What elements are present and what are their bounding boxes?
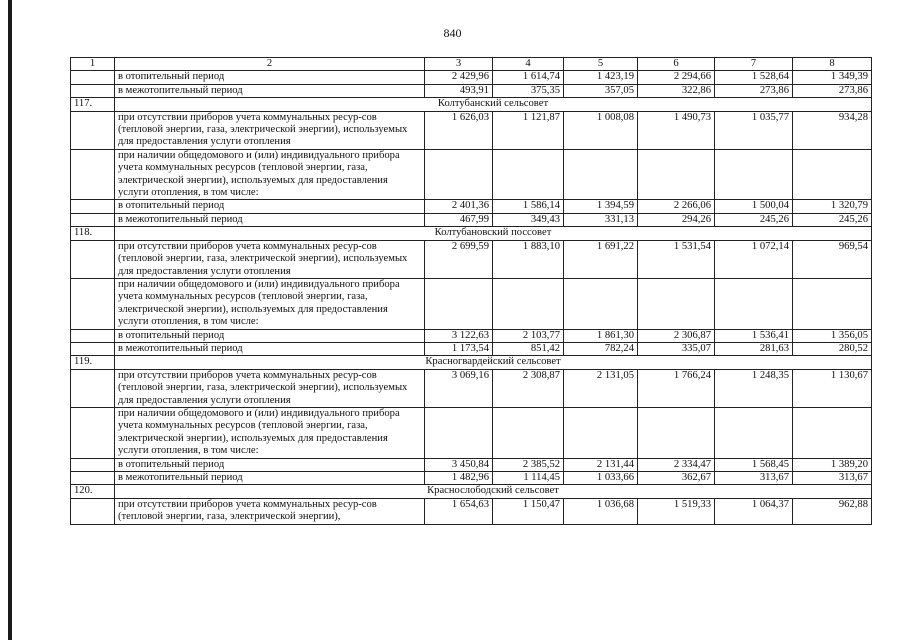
value-cell: 245,26 [715, 213, 793, 226]
value-cell: 1 356,05 [793, 329, 872, 342]
row-label: при наличии общедомового и (или) индивидуального прибора учета коммунальных ресурсов (тепловой энергии, газа, электрической энергии), используемых для предоставления услуги отопления, в том числе: [115, 407, 425, 458]
empty-cell [71, 111, 115, 149]
value-cell: 349,43 [493, 213, 564, 226]
value-cell: 1 766,24 [638, 369, 715, 407]
value-cell: 1 320,79 [793, 200, 872, 213]
data-row [71, 200, 872, 213]
section-row [71, 98, 872, 111]
value-cell: 1 482,96 [425, 472, 493, 485]
header-cell: 7 [715, 58, 793, 71]
value-cell: 1 536,41 [715, 329, 793, 342]
header-row [71, 58, 872, 71]
value-cell: 3 069,16 [425, 369, 493, 407]
value-cell: 2 429,96 [425, 71, 493, 84]
value-cell: 1 389,20 [793, 458, 872, 471]
text-row [71, 149, 872, 200]
page-number: 840 [443, 26, 462, 40]
empty-cell [71, 458, 115, 471]
value-cell: 1 423,19 [564, 71, 638, 84]
value-cell: 1 568,45 [715, 458, 793, 471]
data-row [71, 458, 872, 471]
section-title: Колтубанский сельсовет [115, 98, 872, 111]
value-cell: 1 036,68 [564, 498, 638, 524]
empty-cell [71, 213, 115, 226]
value-cell: 1 008,08 [564, 111, 638, 149]
value-cell: 294,26 [638, 213, 715, 226]
value-cell: 2 294,66 [638, 71, 715, 84]
empty-cell [71, 84, 115, 97]
value-cell: 2 699,59 [425, 240, 493, 278]
value-cell: 1 064,37 [715, 498, 793, 524]
value-cell: 1 654,63 [425, 498, 493, 524]
value-cell: 1 394,59 [564, 200, 638, 213]
section-number: 119. [71, 356, 115, 369]
value-cell: 2 131,44 [564, 458, 638, 471]
value-cell: 1 248,35 [715, 369, 793, 407]
tariff-table [70, 57, 872, 525]
data-row [71, 498, 872, 524]
value-cell: 1 033,66 [564, 472, 638, 485]
empty-cell [425, 149, 493, 200]
empty-cell [71, 278, 115, 329]
value-cell: 3 122,63 [425, 329, 493, 342]
empty-cell [71, 329, 115, 342]
value-cell: 280,52 [793, 342, 872, 355]
data-row [71, 240, 872, 278]
value-cell: 1 861,30 [564, 329, 638, 342]
value-cell: 1 519,33 [638, 498, 715, 524]
section-number: 117. [71, 98, 115, 111]
section-title: Красногвардейский сельсовет [115, 356, 872, 369]
row-label: в межотопительный период [115, 84, 425, 97]
section-title: Краснослободский сельсовет [115, 485, 872, 498]
row-label: в межотопительный период [115, 213, 425, 226]
value-cell: 1 130,67 [793, 369, 872, 407]
scan-edge-bar [8, 0, 12, 640]
empty-cell [71, 369, 115, 407]
empty-cell [71, 149, 115, 200]
value-cell: 362,67 [638, 472, 715, 485]
data-row [71, 111, 872, 149]
empty-cell [638, 278, 715, 329]
row-label: в межотопительный период [115, 472, 425, 485]
value-cell: 2 306,87 [638, 329, 715, 342]
value-cell: 851,42 [493, 342, 564, 355]
text-row [71, 278, 872, 329]
value-cell: 335,07 [638, 342, 715, 355]
empty-cell [425, 278, 493, 329]
section-number: 120. [71, 485, 115, 498]
data-row [71, 342, 872, 355]
value-cell: 313,67 [793, 472, 872, 485]
empty-cell [793, 278, 872, 329]
row-label: в отопительный период [115, 329, 425, 342]
value-cell: 1 173,54 [425, 342, 493, 355]
row-label: при отсутствии приборов учета коммунальных ресур-сов (тепловой энергии, газа, электрической энергии), используемых для предоставления услуги отопления [115, 111, 425, 149]
value-cell: 2 266,06 [638, 200, 715, 213]
header-cell: 6 [638, 58, 715, 71]
empty-cell [425, 407, 493, 458]
section-row [71, 227, 872, 240]
value-cell: 331,13 [564, 213, 638, 226]
value-cell: 969,54 [793, 240, 872, 278]
value-cell: 467,99 [425, 213, 493, 226]
data-row [71, 84, 872, 97]
data-row [71, 71, 872, 84]
row-label: при отсутствии приборов учета коммунальных ресур-сов (тепловой энергии, газа, электрической энергии), [115, 498, 425, 524]
value-cell: 2 131,05 [564, 369, 638, 407]
empty-cell [715, 149, 793, 200]
data-row [71, 369, 872, 407]
row-label: при отсутствии приборов учета коммунальных ресур-сов (тепловой энергии, газа, электрической энергии), используемых для предоставления услуги отопления [115, 369, 425, 407]
value-cell: 1 691,22 [564, 240, 638, 278]
section-number: 118. [71, 227, 115, 240]
header-cell: 2 [115, 58, 425, 71]
section-row [71, 485, 872, 498]
table-body [71, 58, 872, 525]
header-cell: 3 [425, 58, 493, 71]
empty-cell [715, 278, 793, 329]
value-cell: 1 883,10 [493, 240, 564, 278]
empty-cell [793, 407, 872, 458]
row-label: в межотопительный период [115, 342, 425, 355]
value-cell: 3 450,84 [425, 458, 493, 471]
empty-cell [493, 407, 564, 458]
value-cell: 1 626,03 [425, 111, 493, 149]
value-cell: 313,67 [715, 472, 793, 485]
value-cell: 934,28 [793, 111, 872, 149]
row-label: при наличии общедомового и (или) индивидуального прибора учета коммунальных ресурсов (тепловой энергии, газа, электрической энергии), используемых для предоставления услуги отопления, в том числе: [115, 278, 425, 329]
row-label: при отсутствии приборов учета коммунальных ресур-сов (тепловой энергии, газа, электрической энергии), используемых для предоставления услуги отопления [115, 240, 425, 278]
row-label: в отопительный период [115, 71, 425, 84]
value-cell: 245,26 [793, 213, 872, 226]
value-cell: 273,86 [715, 84, 793, 97]
row-label: в отопительный период [115, 200, 425, 213]
header-cell: 5 [564, 58, 638, 71]
empty-cell [71, 71, 115, 84]
value-cell: 1 114,45 [493, 472, 564, 485]
value-cell: 1 614,74 [493, 71, 564, 84]
row-label: в отопительный период [115, 458, 425, 471]
header-cell: 8 [793, 58, 872, 71]
value-cell: 1 531,54 [638, 240, 715, 278]
empty-cell [638, 149, 715, 200]
header-cell: 1 [71, 58, 115, 71]
empty-cell [564, 407, 638, 458]
value-cell: 2 401,36 [425, 200, 493, 213]
value-cell: 2 334,47 [638, 458, 715, 471]
value-cell: 357,05 [564, 84, 638, 97]
value-cell: 2 385,52 [493, 458, 564, 471]
empty-cell [71, 472, 115, 485]
value-cell: 2 308,87 [493, 369, 564, 407]
row-label: при наличии общедомового и (или) индивидуального прибора учета коммунальных ресурсов (тепловой энергии, газа, электрической энергии), используемых для предоставления услуги отопления, в том числе: [115, 149, 425, 200]
value-cell: 2 103,77 [493, 329, 564, 342]
value-cell: 322,86 [638, 84, 715, 97]
empty-cell [71, 342, 115, 355]
value-cell: 1 150,47 [493, 498, 564, 524]
text-row [71, 407, 872, 458]
header-cell: 4 [493, 58, 564, 71]
section-row [71, 356, 872, 369]
empty-cell [638, 407, 715, 458]
empty-cell [71, 407, 115, 458]
value-cell: 281,63 [715, 342, 793, 355]
value-cell: 493,91 [425, 84, 493, 97]
empty-cell [71, 200, 115, 213]
data-row [71, 329, 872, 342]
data-row [71, 472, 872, 485]
value-cell: 782,24 [564, 342, 638, 355]
value-cell: 375,35 [493, 84, 564, 97]
value-cell: 1 528,64 [715, 71, 793, 84]
value-cell: 1 490,73 [638, 111, 715, 149]
empty-cell [493, 278, 564, 329]
data-row [71, 213, 872, 226]
value-cell: 1 500,04 [715, 200, 793, 213]
value-cell: 1 072,14 [715, 240, 793, 278]
empty-cell [71, 240, 115, 278]
empty-cell [715, 407, 793, 458]
value-cell: 1 349,39 [793, 71, 872, 84]
value-cell: 273,86 [793, 84, 872, 97]
empty-cell [493, 149, 564, 200]
empty-cell [793, 149, 872, 200]
value-cell: 962,88 [793, 498, 872, 524]
section-title: Колтубановский поссовет [115, 227, 872, 240]
value-cell: 1 586,14 [493, 200, 564, 213]
empty-cell [71, 498, 115, 524]
value-cell: 1 035,77 [715, 111, 793, 149]
value-cell: 1 121,87 [493, 111, 564, 149]
empty-cell [564, 278, 638, 329]
empty-cell [564, 149, 638, 200]
